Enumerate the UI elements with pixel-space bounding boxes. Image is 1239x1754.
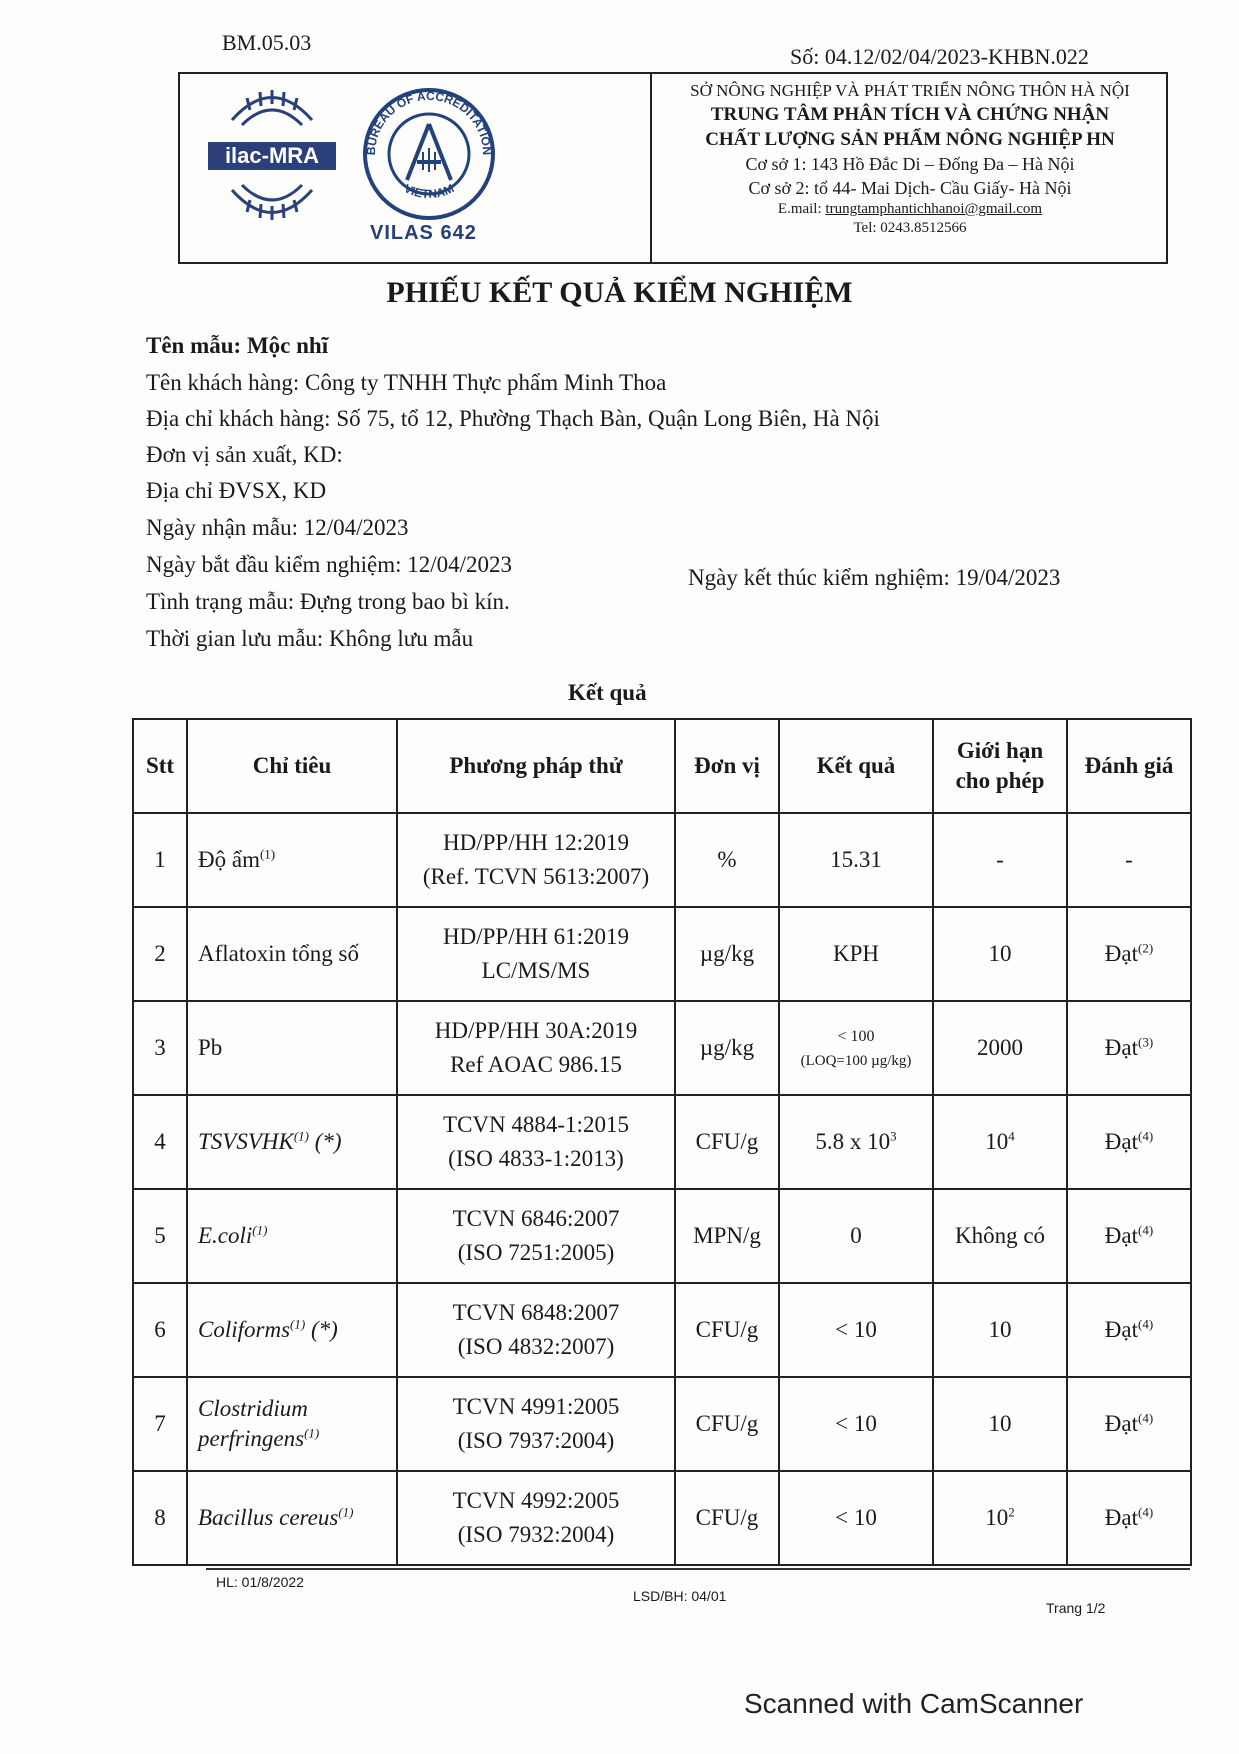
producer: Đơn vị sản xuất, KD: <box>146 442 343 467</box>
header-limit-line2: cho phép <box>955 768 1045 793</box>
cell-result <box>779 1095 933 1189</box>
results-table <box>132 718 1192 1566</box>
cell-evaluation <box>1067 907 1191 1001</box>
cell-criterion <box>187 1471 397 1565</box>
table-header-row <box>133 719 1191 813</box>
table-row <box>133 1471 1191 1565</box>
criterion-text: Độ ẩm <box>198 847 260 872</box>
table-row <box>133 1095 1191 1189</box>
cell-criterion <box>187 1095 397 1189</box>
cell-unit: % <box>675 813 779 907</box>
received-date: Ngày nhận mẫu: 12/04/2023 <box>146 515 409 540</box>
sample-name: Tên mẫu: Mộc nhĩ <box>146 333 329 358</box>
cell-unit: MPN/g <box>675 1189 779 1283</box>
method-line1: TCVN 4884-1:2015 <box>443 1112 629 1137</box>
eval-note: (3) <box>1138 1034 1154 1050</box>
header-box <box>178 72 1168 264</box>
criterion-extra: (*) <box>309 1129 342 1154</box>
header-limit-line1: Giới hạn <box>956 738 1044 763</box>
customer-name: Tên khách hàng: Công ty TNHH Thực phẩm Minh Thoa <box>146 370 667 395</box>
cell-limit <box>933 1095 1067 1189</box>
method-line2: LC/MS/MS <box>481 958 591 983</box>
eval-text: Đạt <box>1104 1317 1139 1342</box>
org-parent: SỞ NÔNG NGHIỆP VÀ PHÁT TRIỂN NÔNG THÔN HÀ NỘI <box>690 81 1130 100</box>
eval-note: (4) <box>1138 1410 1154 1426</box>
criterion-note: (1) <box>252 1222 268 1238</box>
org-email-row <box>652 200 1168 219</box>
header-evaluation: Đánh giá <box>1067 719 1191 813</box>
eval-text: Đạt <box>1104 1411 1139 1436</box>
cell-method <box>397 1283 675 1377</box>
eval-note: (4) <box>1138 1316 1154 1332</box>
cell-evaluation <box>1067 1001 1191 1095</box>
ilac-mra-logo-icon <box>202 80 342 230</box>
cell-method <box>397 1471 675 1565</box>
cell-criterion <box>187 813 397 907</box>
criterion-note: (1) <box>304 1425 320 1441</box>
table-row <box>133 1189 1191 1283</box>
cell-method <box>397 1095 675 1189</box>
result-exponent: 3 <box>890 1128 897 1144</box>
svg-text:VIETNAM <box>402 181 456 201</box>
vilas-code: VILAS 642 <box>370 222 477 244</box>
org-name-line2: CHẤT LƯỢNG SẢN PHẨM NÔNG NGHIỆP HN <box>705 129 1115 150</box>
scanner-watermark: Scanned with CamScanner <box>744 1688 1084 1719</box>
method-line1: TCVN 6846:2007 <box>452 1206 620 1231</box>
cell-result: < 10 <box>779 1471 933 1565</box>
cell-criterion <box>187 1377 397 1471</box>
cell-evaluation <box>1067 1095 1191 1189</box>
cell-result: < 10 <box>779 1283 933 1377</box>
vilas-accreditation-logo-icon <box>355 82 503 232</box>
method-line2: (ISO 4833-1:2013) <box>448 1146 624 1171</box>
cell-stt: 8 <box>133 1471 187 1565</box>
cell-evaluation <box>1067 1471 1191 1565</box>
criterion-text: Bacillus cereus <box>198 1505 339 1530</box>
cell-method <box>397 1189 675 1283</box>
criterion-note: (1) <box>338 1504 354 1520</box>
vilas-ring-bottom-text: VIETNAM <box>401 181 457 202</box>
eval-text: Đạt <box>1104 1223 1139 1248</box>
method-line2: (ISO 7937:2004) <box>457 1428 615 1453</box>
criterion-note: (1) <box>293 1128 310 1144</box>
org-address-1: Cơ sở 1: 143 Hồ Đắc Di – Đống Đa – Hà Nội <box>745 154 1075 174</box>
criterion-extra: (*) <box>305 1317 338 1342</box>
header-method: Phương pháp thử <box>397 719 675 813</box>
eval-text: Đạt <box>1104 941 1139 966</box>
method-line2: (ISO 7932:2004) <box>457 1522 615 1547</box>
cell-method <box>397 1377 675 1471</box>
org-tel: Tel: 0243.8512566 <box>853 220 967 236</box>
table-row <box>133 813 1191 907</box>
cell-criterion: Aflatoxin tổng số <box>187 907 397 1001</box>
table-row <box>133 907 1191 1001</box>
ilac-logo-text: ilac-MRA <box>224 143 320 168</box>
header-result: Kết quả <box>779 719 933 813</box>
footer-divider <box>206 1568 1190 1570</box>
cell-method <box>397 907 675 1001</box>
customer-address: Địa chỉ khách hàng: Số 75, tổ 12, Phường Thạch Bàn, Quận Long Biên, Hà Nội <box>146 406 880 431</box>
cell-unit: CFU/g <box>675 1095 779 1189</box>
method-line1: TCVN 4991:2005 <box>452 1394 620 1419</box>
cell-limit: 10 <box>933 1377 1067 1471</box>
cell-criterion: Pb <box>187 1001 397 1095</box>
header-criterion: Chỉ tiêu <box>187 719 397 813</box>
criterion-text: TSVSVHK <box>198 1129 294 1154</box>
org-email-label: E.mail: <box>777 201 822 217</box>
method-line1: HD/PP/HH 12:2019 <box>443 830 629 855</box>
cell-evaluation: - <box>1067 813 1191 907</box>
cell-stt: 3 <box>133 1001 187 1095</box>
table-row <box>133 1283 1191 1377</box>
table-row <box>133 1377 1191 1471</box>
method-line1: TCVN 4992:2005 <box>452 1488 620 1513</box>
cell-stt: 5 <box>133 1189 187 1283</box>
cell-evaluation <box>1067 1377 1191 1471</box>
cell-stt: 2 <box>133 907 187 1001</box>
limit-exponent: 2 <box>1008 1504 1015 1520</box>
producer-address: Địa chỉ ĐVSX, KD <box>146 478 327 503</box>
organization-block <box>652 80 1168 238</box>
criterion-text: Clostridium perfringens <box>198 1396 308 1451</box>
svg-text:BUREAU OF ACCREDITATION <box>364 89 494 156</box>
method-line1: HD/PP/HH 61:2019 <box>443 924 629 949</box>
eval-text: Đạt <box>1104 1505 1139 1530</box>
cell-result: < 10 <box>779 1377 933 1471</box>
org-name-line1: TRUNG TÂM PHÂN TÍCH VÀ CHỨNG NHẬN <box>710 104 1110 125</box>
cell-result: KPH <box>779 907 933 1001</box>
cell-criterion <box>187 1189 397 1283</box>
cell-limit: 10 <box>933 1283 1067 1377</box>
cell-unit: CFU/g <box>675 1471 779 1565</box>
method-line1: TCVN 6848:2007 <box>452 1300 620 1325</box>
document-number: Số: 04.12/02/04/2023-KHBN.022 <box>790 44 1089 69</box>
cell-result: 0 <box>779 1189 933 1283</box>
cell-evaluation <box>1067 1283 1191 1377</box>
footer-page-number: Trang 1/2 <box>1046 1600 1106 1616</box>
footer-middle: LSD/BH: 04/01 <box>633 1588 727 1604</box>
cell-limit: 10 <box>933 907 1067 1001</box>
cell-unit: CFU/g <box>675 1377 779 1471</box>
cell-result: 15.31 <box>779 813 933 907</box>
cell-stt: 1 <box>133 813 187 907</box>
form-code: BM.05.03 <box>222 30 312 55</box>
method-line2: (ISO 4832:2007) <box>457 1334 615 1359</box>
header-unit: Đơn vị <box>675 719 779 813</box>
cell-criterion <box>187 1283 397 1377</box>
table-row <box>133 1001 1191 1095</box>
page-title: PHIẾU KẾT QUẢ KIỂM NGHIỆM <box>386 276 853 309</box>
cell-stt: 4 <box>133 1095 187 1189</box>
cell-unit: µg/kg <box>675 1001 779 1095</box>
method-line2: (Ref. TCVN 5613:2007) <box>422 864 650 889</box>
header-stt: Stt <box>133 719 187 813</box>
criterion-text: Coliforms <box>198 1317 291 1342</box>
cell-method <box>397 813 675 907</box>
sample-condition: Tình trạng mẫu: Đựng trong bao bì kín. <box>146 589 510 614</box>
criterion-note: (1) <box>259 846 276 862</box>
footer-left: HL: 01/8/2022 <box>216 1574 304 1590</box>
limit-exponent: 4 <box>1008 1128 1015 1144</box>
eval-note: (4) <box>1138 1222 1154 1238</box>
org-email-link[interactable]: trungtamphantichhanoi@gmail.com <box>825 201 1043 217</box>
cell-limit <box>933 1471 1067 1565</box>
eval-text: Đạt <box>1104 1129 1139 1154</box>
cell-method <box>397 1001 675 1095</box>
result-loq: (LOQ=100 µg/kg) <box>800 1053 912 1069</box>
cell-result <box>779 1001 933 1095</box>
cell-unit: CFU/g <box>675 1283 779 1377</box>
cell-evaluation <box>1067 1189 1191 1283</box>
cell-limit: Không có <box>933 1189 1067 1283</box>
cell-limit: 2000 <box>933 1001 1067 1095</box>
cell-limit: - <box>933 813 1067 907</box>
cell-unit: µg/kg <box>675 907 779 1001</box>
end-date: Ngày kết thúc kiểm nghiệm: 19/04/2023 <box>688 565 1061 590</box>
method-line2: Ref AOAC 986.15 <box>450 1052 622 1077</box>
result-value: 5.8 x 10 <box>815 1129 891 1154</box>
method-line1: HD/PP/HH 30A:2019 <box>434 1018 638 1043</box>
start-date: Ngày bắt đầu kiểm nghiệm: 12/04/2023 <box>146 552 513 577</box>
header-limit <box>933 719 1067 813</box>
org-address-2: Cơ sở 2: tổ 44- Mai Dịch- Cầu Giấy- Hà Nội <box>748 178 1072 198</box>
limit-value: 10 <box>985 1505 1009 1530</box>
limit-value: 10 <box>985 1129 1009 1154</box>
eval-note: (2) <box>1138 940 1154 956</box>
criterion-text: E.coli <box>198 1223 253 1248</box>
vilas-ring-top-text: BUREAU OF ACCREDITATION <box>363 88 495 156</box>
eval-text: Đạt <box>1104 1035 1139 1060</box>
cell-stt: 6 <box>133 1283 187 1377</box>
results-heading: Kết quả <box>568 680 647 705</box>
criterion-note: (1) <box>290 1316 306 1332</box>
eval-note: (4) <box>1138 1128 1154 1144</box>
result-value: < 100 <box>837 1028 875 1045</box>
cell-stt: 7 <box>133 1377 187 1471</box>
eval-note: (4) <box>1138 1504 1154 1520</box>
method-line2: (ISO 7251:2005) <box>457 1240 615 1265</box>
storage-time: Thời gian lưu mẫu: Không lưu mẫu <box>146 626 474 651</box>
